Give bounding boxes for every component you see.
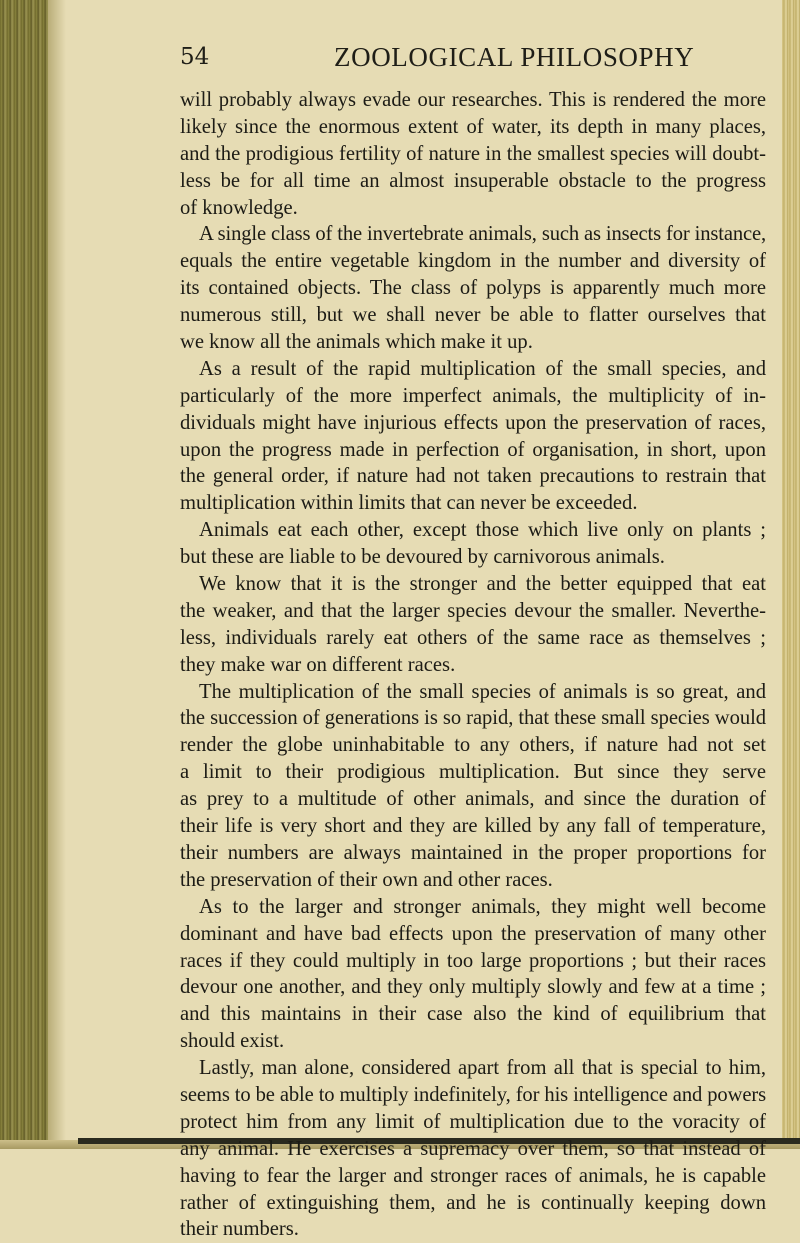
text-line: and the prodigious fertility of nature in the smallest species will doubt- [180, 142, 766, 165]
text-line: and this maintains in their case also the kind of equilibrium that [180, 1003, 766, 1026]
text-line: likely since the enormous extent of water, its depth in many places, [180, 115, 766, 138]
text-line: Lastly, man alone, considered apart from all that is special to him, [199, 1057, 766, 1080]
page-number: 54 [180, 44, 210, 70]
text-line: A single class of the invertebrate animals, such as insects for instance, [199, 223, 767, 246]
text-line: dividuals might have injurious effects upon the preservation of races, [180, 411, 766, 434]
text-line: will probably always evade our researches. This is rendered the more [180, 89, 766, 111]
text-line: the preservation of their own and other races. [180, 868, 553, 891]
text-line: We know that it is the stronger and the better equipped that eat [199, 573, 766, 596]
text-line: their life is very short and they are killed by any fall of temperature, [180, 815, 766, 838]
text-line: protect him from any limit of multiplication due to the voracity of [180, 1110, 766, 1133]
text-line: particularly of the more imperfect animals, the multiplicity of in- [180, 384, 766, 407]
text-line: render the globe uninhabitable to any others, if nature had not set [180, 734, 766, 757]
text-line: their numbers. [180, 1218, 299, 1241]
text-line: dominant and have bad effects upon the preservation of many other [180, 922, 766, 945]
book-spine-gutter [0, 0, 48, 1149]
text-line: As a result of the rapid multiplication of the small species, and [199, 357, 766, 380]
text-line: the succession of generations is so rapid, that these small species would [180, 707, 766, 730]
text-line: of knowledge. [180, 196, 298, 219]
text-line: the general order, if nature had not taken precautions to restrain that [180, 465, 766, 488]
text-line: they make war on different races. [180, 653, 456, 676]
text-line: rather of extinguishing them, and he is continually keeping down [180, 1191, 766, 1214]
text-line: multiplication within limits that can never be exceeded. [180, 492, 638, 515]
text-line: less be for all time an almost insuperable obstacle to the progress [180, 169, 766, 192]
text-line: we know all the animals which make it up. [180, 331, 533, 354]
text-line: the weaker, and that the larger species devour the smaller. Neverthe- [180, 599, 766, 622]
text-line: any animal. He exercises a supremacy over them, so that instead of [180, 1137, 766, 1160]
text-line: devour one another, and they only multiply slowly and few at a time ; [180, 976, 766, 999]
text-line: should exist. [180, 1030, 285, 1053]
page-header [160, 40, 780, 74]
running-title: ZOOLOGICAL PHILOSOPHY [334, 42, 695, 72]
text-line: seems to be able to multiply indefinitely, for his intelligence and powers [180, 1083, 767, 1106]
body-text [180, 87, 766, 1243]
text-line: Animals eat each other, except those which live only on plants ; [199, 519, 766, 542]
text-line: its contained objects. The class of polyps is apparently much more [180, 277, 766, 300]
gutter-shadow [48, 0, 66, 1149]
text-line: but these are liable to be devoured by carnivorous animals. [180, 546, 665, 569]
text-line: As to the larger and stronger animals, they might well become [199, 895, 766, 918]
text-line: races if they could multiply in too large proportions ; but their races [180, 949, 766, 972]
text-line: their numbers are always maintained in the proper proportions for [180, 841, 766, 864]
text-line: The multiplication of the small species of animals is so great, and [199, 680, 766, 703]
text-line: a limit to their prodigious multiplication. But since they serve [180, 761, 766, 784]
text-line: upon the progress made in perfection of organisation, in short, upon [180, 438, 766, 461]
text-line: having to fear the larger and stronger races of animals, he is capable [180, 1164, 766, 1187]
text-line: as prey to a multitude of other animals, and since the duration of [180, 788, 766, 811]
text-line: less, individuals rarely eat others of the same race as themselves ; [180, 626, 766, 649]
text-line: equals the entire vegetable kingdom in the number and diversity of [180, 250, 766, 273]
text-line: numerous still, but we shall never be able to flatter ourselves that [180, 304, 766, 327]
page-edge [782, 0, 800, 1149]
